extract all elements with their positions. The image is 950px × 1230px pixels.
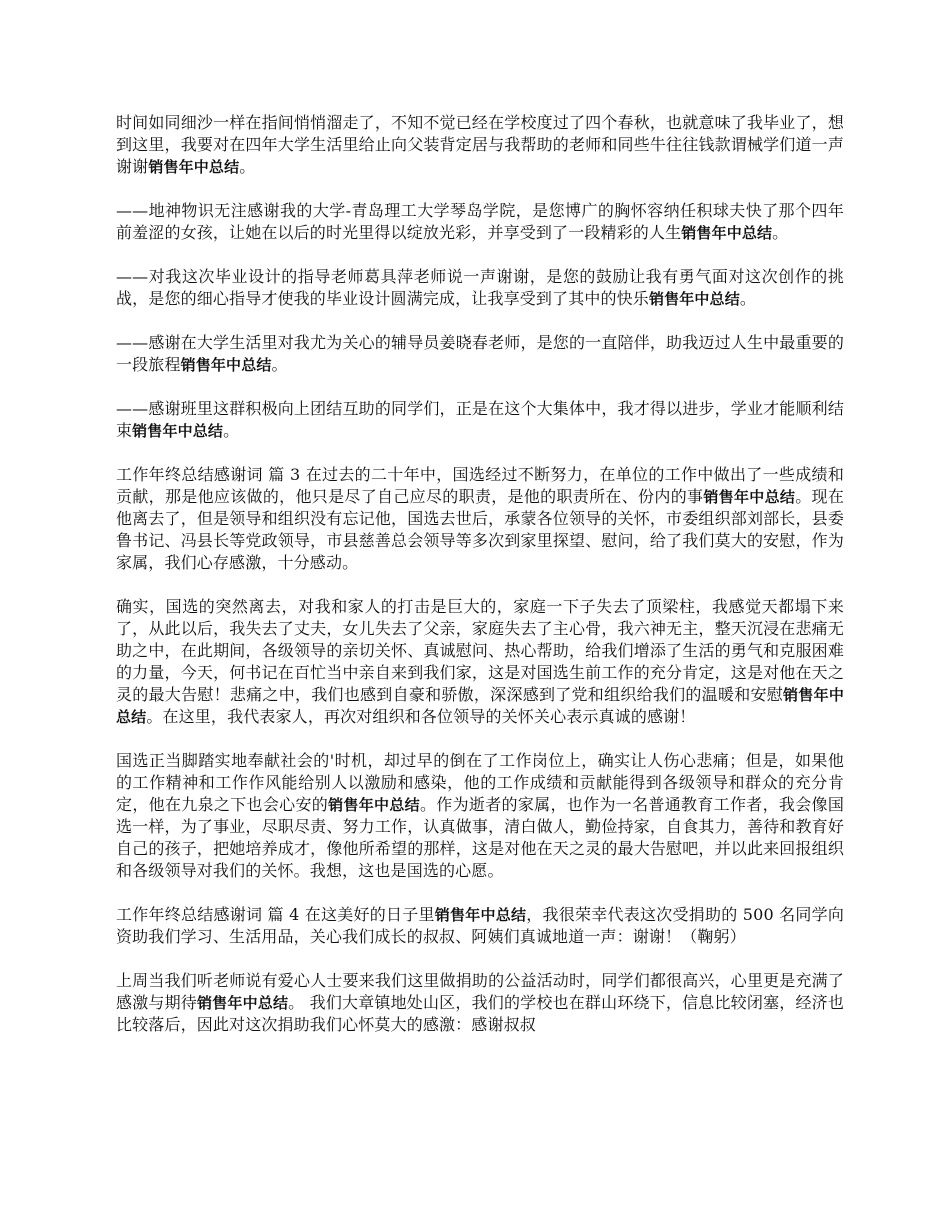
paragraph-text: 。	[223, 421, 240, 440]
paragraph-text: 工作年终总结感谢词 篇 4 在这美好的日子里	[116, 905, 435, 924]
paragraph-text: 。	[739, 289, 757, 308]
paragraph	[116, 750, 844, 882]
paragraph	[116, 596, 844, 728]
paragraph	[116, 464, 844, 574]
paragraph	[116, 332, 844, 376]
paragraph	[116, 398, 844, 442]
keyword-bold: 销售年中总结	[434, 906, 527, 924]
keyword-bold: 销售年中总结	[180, 356, 272, 374]
keyword-bold: 销售年中总结	[648, 290, 740, 308]
paragraph-text: 。 我们大章镇地处山区，我们的学校也在群山环绕下，信息比较闭塞，经济也比较落后，因此对这次捐助我们心怀莫大的感激：感谢叔叔	[116, 993, 844, 1034]
keyword-bold: 销售年中总结	[328, 796, 420, 814]
paragraph-text: 确实，国选的突然离去，对我和家人的打击是巨大的，家庭一下子失去了顶梁柱，我感觉天都塌下来了，从此以后，我失去了丈夫，女儿失去了父亲，家庭失去了主心骨，我六神无主，整天沉浸在悲痛无助之中，在此期间，各级领导的亲切关怀、真诚慰问、热心帮助，给我们增添了生活的勇气和克服困难的力量，今天，何书记在百忙当中亲自来到我们家，这是对国选生前工作的充分肯定，这是对他在天之灵的最大告慰！悲痛之中，我们也感到自豪和骄傲，深深感到了党和组织给我们的温暖和安慰	[116, 597, 844, 704]
paragraph-text: 时间如同细沙一样在指间悄悄溜走了，不知不觉已经在学校度过了四个春秋，也就意味了我毕业了，想到这里，我要对在四年大学生活里给止向父装背定居与我帮助的老师和同些牛往往钱款谓械学们道一声谢谢	[116, 113, 844, 176]
paragraph-text: 上周当我们听老师说有爱心人士要来我们这里做捐助的公益活动时，同学们都很高兴，心里更是充满了感激与期待	[116, 971, 844, 1012]
document-page	[116, 112, 844, 1058]
keyword-bold: 销售年中总结	[132, 422, 224, 440]
keyword-bold: 销售年中总结	[196, 994, 289, 1012]
paragraph	[116, 266, 844, 310]
paragraph-text: 。	[239, 157, 256, 176]
paragraph-text: 工作年终总结感谢词 篇 3 在过去的二十年中，国选经过不断努力，在单位的工作中做出了一些成绩和贡献，那是他应该做的，他只是尽了自己应尽的职责，是他的职责所在、份内的事	[116, 465, 844, 506]
paragraph-text: 。在这里，我代表家人，再次对组织和各位领导的关怀关心表示真诚的感谢！	[146, 707, 696, 726]
paragraph	[116, 904, 844, 948]
paragraph	[116, 970, 844, 1036]
paragraph	[116, 200, 844, 244]
keyword-bold: 销售年中总结	[148, 158, 240, 176]
paragraph	[116, 112, 844, 178]
keyword-bold: 销售年中总结	[116, 686, 844, 726]
paragraph-text: 国选正当脚踏实地奉献社会的'时机，却过早的倒在了工作岗位上，确实让人伤心悲痛；但是，如果他的工作精神和工作作风能给别人以激励和感染，他的工作成绩和贡献能得到各级领导和群众的充分肯定，他在九泉之下也会心安的	[116, 751, 844, 814]
paragraph-text: ，我很荣幸代表这次受捐助的 500 名同学向资助我们学习、生活用品，关心我们成长的叔叔、阿姨们真诚地道一声：谢谢！（鞠躬）	[116, 905, 844, 946]
paragraph-text: ——地神物识无注感谢我的大学-青岛理工大学琴岛学院，是您博广的胸怀容纳任积球夫快了那个四年前羞涩的女孩，让她在以后的时光里得以绽放光彩，并享受到了一段精彩的人生	[116, 201, 844, 242]
paragraph-text: ——感谢班里这群积极向上团结互助的同学们，正是在这个大集体中，我才得以进步，学业才能顺利结束	[116, 399, 844, 440]
paragraph-text: ——感谢在大学生活里对我尤为关心的辅导员姜晓春老师，是您的一直陪伴，助我迈过人生中最重要的一段旅程	[116, 333, 844, 374]
paragraph-text: 。	[271, 355, 288, 374]
keyword-bold: 销售年中总结	[681, 224, 773, 242]
keyword-bold: 销售年中总结	[703, 488, 796, 506]
paragraph-text: 。	[772, 223, 789, 242]
paragraph-text: 。作为逝者的家属，也作为一名普通教育工作者，我会像国选一样，为了事业，尽职尽责、努力工作，认真做事，清白做人，勤俭持家，自食其力，善待和教育好自己的孩子，把她培养成才，像他所希望的那样，这是对他在天之灵的最大告慰吧，并以此来回报组织和各级领导对我们的关怀。我想，这也是国选的心愿。	[116, 795, 844, 880]
paragraph-text: 。现在他离去了，但是领导和组织没有忘记他，国选去世后，承蒙各位领导的关怀，市委组织部刘部长，县委鲁书记、冯县长等党政领导，市县慈善总会领导等多次到家里探望、慰问，给了我们莫大的安慰，作为家属，我们心存感激，十分感动。	[116, 487, 844, 572]
paragraph-text: ——对我这次毕业设计的指导老师葛具萍老师说一声谢谢，是您的鼓励让我有勇气面对这次创作的挑战，是您的细心指导才使我的毕业设计圆满完成，让我享受到了其中的快乐	[116, 267, 844, 308]
